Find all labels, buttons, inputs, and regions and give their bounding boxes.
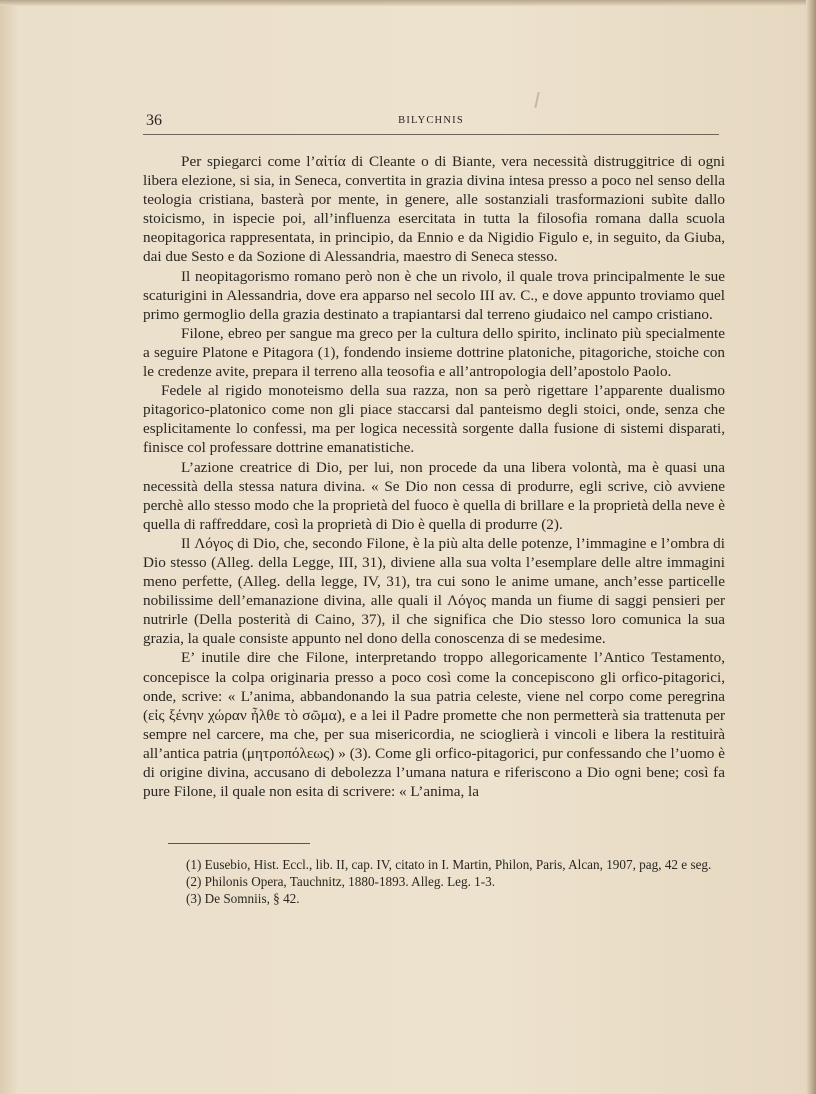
footnotes [143, 856, 725, 907]
page-right-edge [806, 0, 816, 1094]
footnote-rule [168, 843, 310, 844]
paragraph-2: Il neopitagorismo romano però non è che un rivolo, il quale trova principalmente le sue scaturigini in Alessandria, dove era apparso nel secolo III av. C., e dove appunto troviamo quel primo germoglio della grazia destinato a trapiantarsi dal terreno giudaico nel campo cristiano. [143, 267, 725, 323]
paragraph-6: Il Λόγος di Dio, che, secondo Filone, è la più alta delle potenze, l’immagine e l’ombra di Dio stesso (Alleg. della Legge, III, 31), diviene alla sua volta l’esemplare delle altre immagini meno perfette, (Alleg. della legge, IV, 31), tra cui sono le anime umane, anch’esse particelle nobilissime dell’emanazione divina, alle quali il Λόγος manda un fiume di saggi pensieri per nutrirle (Della posterità di Caino, 37), il che significa che Dio stesso loro comunica la sua grazia, la quale consiste appunto nel dono della conoscenza di se medesime. [143, 534, 725, 648]
header-rule [143, 134, 719, 135]
paragraph-5: L’azione creatrice di Dio, per lui, non procede da una libera volontà, ma è quasi una necessità della stessa natura divina. « Se Dio non cessa di produrre, egli scrive, ciò avviene perchè allo stesso modo che la proprietà del fuoco è quella di brillare e la proprietà della neve è quella di raffreddare, così la proprietà di Dio è quella di produrre (2). [143, 458, 725, 533]
footnote-2: (2) Philonis Opera, Tauchnitz, 1880-1893. Alleg. Leg. 1-3. [186, 874, 496, 889]
page-top-edge [0, 0, 816, 6]
paragraph-7: E’ inutile dire che Filone, interpretando troppo allegoricamente l’Antico Testamento, concepisce la colpa originaria presso a poco così come la concepiscono gli orfico-pitagorici, onde, scrive: « L’anima, abbandonando la sua patria celeste, viene nel corpo come peregrina (εἰς ξένην χώραν ἦλθε τὸ σῶμα), e a lei il Padre promette che non permetterà sia trattenuta per sempre nel carcere, ma che, per sua misericordia, ne scioglierà i vincoli e libera la restituirà all’antica patria (μητροπόλεως) » (3). Come gli orfico-pitagorici, pur confessando che l’uomo è di origine divina, accusano di debolezza l’umana natura e riferiscono a Dio ogni bene; così fa pure Filone, il quale non esita di scrivere: « L’anima, la [143, 649, 725, 801]
footnote-1: (1) Eusebio, Hist. Eccl., lib. II, cap. IV, citato in I. Martin, Philon, Paris, Alcan, 1907, pag, 42 e seg. [186, 857, 712, 872]
paragraph-3: Filone, ebreo per sangue ma greco per la cultura dello spirito, inclinato più specialmente a seguire Platone e Pitagora (1), fondendo insieme dottrine platoniche, pitagoriche, stoiche con le credenze avite, prepara il terreno alla teosofia e all’antropologia dell’apostolo Paolo. [143, 324, 725, 381]
page-number: 36 [146, 112, 162, 129]
paper-mark [534, 92, 539, 108]
running-head: BILYCHNIS [398, 115, 464, 126]
paragraph-4: Fedele al rigido monoteismo della sua razza, non sa però rigettare l’apparente dualismo pitagorico-platonico come non gli piace staccarsi dal panteismo degli stoici, onde, senza che esplicitamente lo confessi, ma per logica necessità sorgente dalla fusione di sistemi disparati, finisce col professare dottrine emanatistiche. [143, 382, 725, 457]
body-text [143, 152, 725, 801]
paragraph-1: Per spiegarci come l’αἰτία di Cleante o di Biante, vera necessità distruggitrice di ogni libera elezione, si sia, in Seneca, convertita in grazia divina intesa presso a poco nel senso della teologia cristiana, basterà por mente, in genere, alle sostanziali trasformazioni subìte dallo stoicismo, in ispecie poi, all’influenza esercitata in tutta la filosofia romana dalla scuola neopitagorica rappresentata, in principio, da Ennio e da Nigidio Figulo e, in seguito, da Giuba, dai due Sesto e da Sozione di Alessandria, maestro di Seneca stesso. [143, 153, 725, 266]
page-header [143, 112, 719, 134]
footnote-3: (3) De Somniis, § 42. [186, 891, 300, 906]
